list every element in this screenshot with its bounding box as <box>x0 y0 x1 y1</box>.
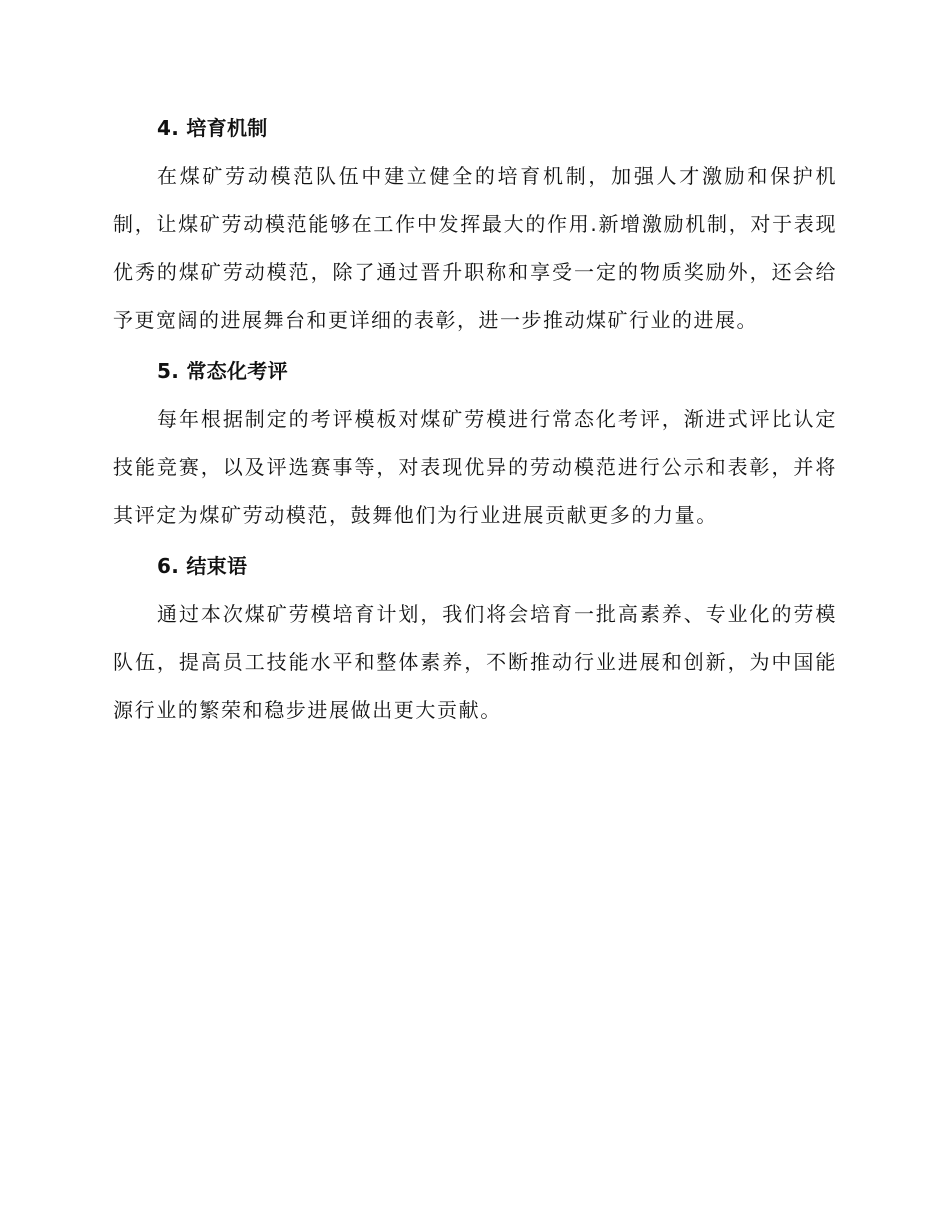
section-heading: 5. 常态化考评 <box>157 359 288 383</box>
section-conclusion <box>113 542 837 734</box>
document-page <box>113 104 837 737</box>
section-paragraph: 在煤矿劳动模范队伍中建立健全的培育机制，加强人才激励和保护机制，让煤矿劳动模范能够在工作中发挥最大的作用.新增激励机制，对于表现优秀的煤矿劳动模范，除了通过晋升职称和享受一定的物质奖励外，还会给予更宽阔的进展舞台和更详细的表彰，进一步推动煤矿行业的进展。 <box>113 164 837 332</box>
section-regular-evaluation <box>113 347 837 539</box>
section-training-mechanism <box>113 104 837 344</box>
section-paragraph: 每年根据制定的考评模板对煤矿劳模进行常态化考评，渐进式评比认定技能竞赛，以及评选赛事等，对表现优异的劳动模范进行公示和表彰，并将其评定为煤矿劳动模范，鼓舞他们为行业进展贡献更多的力量。 <box>113 407 837 527</box>
section-heading: 4. 培育机制 <box>157 116 268 140</box>
section-paragraph: 通过本次煤矿劳模培育计划，我们将会培育一批高素养、专业化的劳模队伍，提高员工技能水平和整体素养，不断推动行业进展和创新，为中国能源行业的繁荣和稳步进展做出更大贡献。 <box>113 602 837 722</box>
section-heading: 6. 结束语 <box>157 554 248 578</box>
